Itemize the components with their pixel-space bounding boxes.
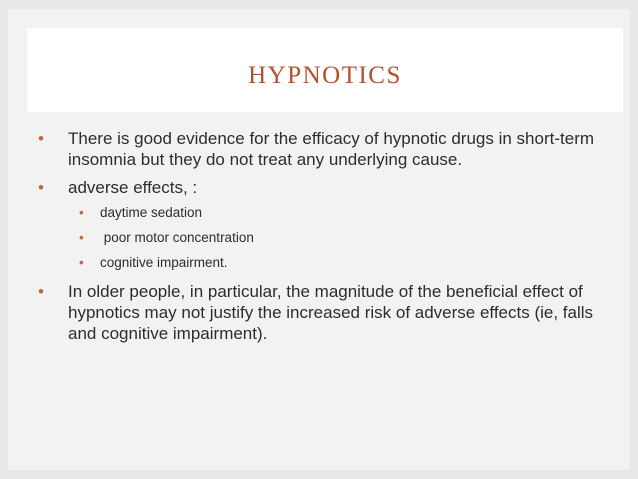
sub-bullet-marker: •: [79, 205, 84, 220]
bullet-item: [38, 281, 618, 344]
sub-bullet-marker: •: [79, 230, 84, 245]
sub-bullet-item: [79, 227, 618, 248]
slide: [8, 9, 630, 470]
bullet-text: adverse effects, :: [68, 178, 198, 197]
bullet-item: [38, 177, 618, 273]
slide-title: HYPNOTICS: [248, 62, 402, 89]
title-box: [27, 28, 623, 112]
bullet-marker: •: [38, 129, 44, 148]
sub-bullet-item: [79, 202, 618, 223]
bullet-marker: •: [38, 282, 44, 301]
bullet-list: [38, 128, 618, 351]
bullet-text: There is good evidence for the efficacy of hypnotic drugs in short-term insomnia but they do not treat any underlying cause.: [68, 129, 595, 169]
sub-bullet-marker: •: [79, 255, 84, 270]
sub-bullet-text: cognitive impairment.: [100, 255, 228, 270]
sub-bullet-text: daytime sedation: [100, 205, 203, 220]
sub-bullet-list: [68, 202, 618, 273]
bullet-marker: •: [38, 178, 44, 197]
sub-bullet-item: [79, 252, 618, 273]
sub-bullet-text: poor motor concentration: [100, 230, 254, 245]
bullet-text: In older people, in particular, the magnitude of the beneficial effect of hypnotics may not justify the increased risk of adverse effects (ie, falls and cognitive impairment).: [68, 282, 594, 343]
bullet-item: [38, 128, 618, 170]
